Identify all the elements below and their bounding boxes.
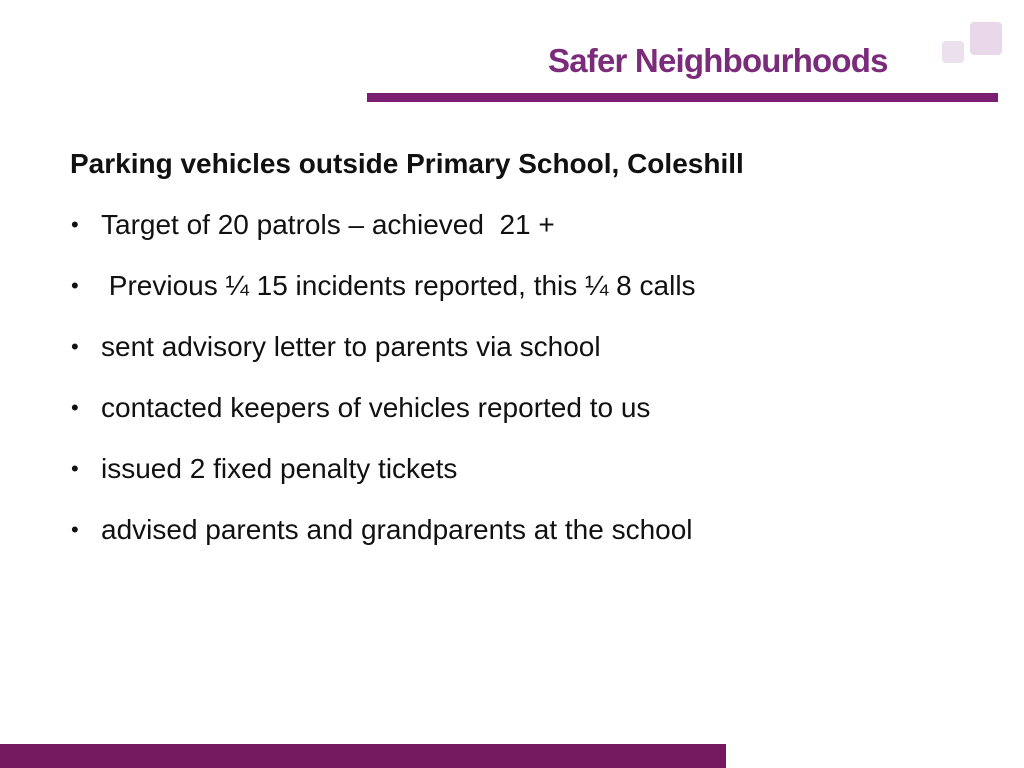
bullet-marker: •: [71, 517, 79, 542]
footer-bar: [0, 744, 726, 768]
bullet-marker: •: [71, 395, 79, 420]
bullet-text: Previous ¼ 15 incidents reported, this ¼ 8 calls: [101, 270, 696, 301]
brand-title: Safer Neighbourhoods: [548, 42, 888, 79]
bullet-item: [70, 328, 970, 366]
bullet-marker: •: [71, 212, 79, 237]
header-rule: [367, 93, 998, 102]
bullet-text: sent advisory letter to parents via school: [101, 331, 601, 362]
bullet-item: [70, 511, 970, 549]
bullet-text: Target of 20 patrols – achieved 21 +: [101, 209, 555, 240]
bullet-item: [70, 206, 970, 244]
bullet-item: [70, 450, 970, 488]
bullet-marker: •: [71, 273, 79, 298]
bullet-text: contacted keepers of vehicles reported to us: [101, 392, 651, 423]
logo-square-small: [942, 41, 964, 63]
bullet-marker: •: [71, 334, 79, 359]
bullet-marker: •: [71, 456, 79, 481]
bullet-list: [70, 206, 970, 549]
slide-content: [70, 145, 970, 572]
bullet-item: [70, 267, 970, 305]
overlapping-squares-icon: [940, 22, 1004, 66]
bullet-text: advised parents and grandparents at the school: [101, 514, 693, 545]
slide-heading: Parking vehicles outside Primary School, Coleshill: [70, 148, 744, 179]
bullet-text: issued 2 fixed penalty tickets: [101, 453, 458, 484]
logo-square-large: [970, 22, 1002, 55]
bullet-item: [70, 389, 970, 427]
